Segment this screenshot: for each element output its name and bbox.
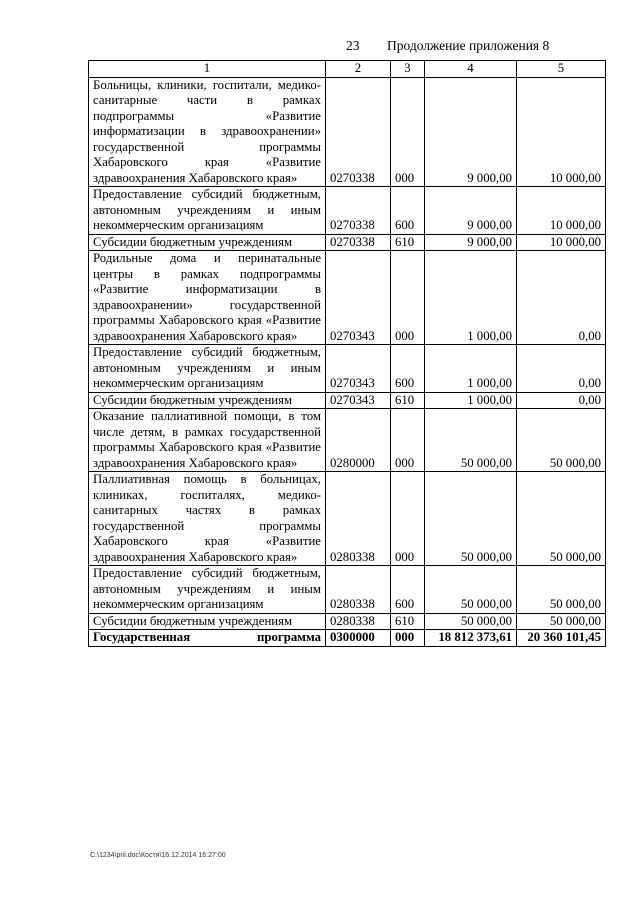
row-sum-col4: 50 000,00 bbox=[425, 409, 517, 472]
column-header: 4 bbox=[425, 61, 517, 78]
row-name: Предоставление субсидий бюджетным, автономным учреждениям и иным некоммерческим организациям bbox=[89, 345, 326, 393]
table-row bbox=[89, 345, 606, 393]
continuation-title: Продолжение приложения 8 bbox=[387, 38, 550, 53]
table-row-total bbox=[89, 630, 606, 647]
row-expense-type: 610 bbox=[391, 392, 425, 409]
row-sum-col5: 0,00 bbox=[517, 345, 606, 393]
row-sum-col4: 50 000,00 bbox=[425, 566, 517, 614]
row-name: Предоставление субсидий бюджетным, автономным учреждениям и иным некоммерческим организациям bbox=[89, 187, 326, 235]
row-target-code: 0280338 bbox=[326, 472, 391, 566]
row-expense-type: 000 bbox=[391, 77, 425, 187]
row-target-code: 0280338 bbox=[326, 613, 391, 630]
row-target-code: 0300000 bbox=[326, 630, 391, 647]
row-sum-col4: 9 000,00 bbox=[425, 234, 517, 251]
table-row bbox=[89, 77, 606, 187]
row-sum-col5: 50 000,00 bbox=[517, 409, 606, 472]
footer-file-path: C:\1234\pril.doc\Костя\16.12.2014 16:27:00 bbox=[90, 852, 226, 859]
table-row bbox=[89, 234, 606, 251]
row-name: Родильные дома и перинатальные центры в рамках подпрограммы «Развитие информатизации в здравоохранении» государственной программы Хабаровского края «Развитие здравоохранения Хабаровского края» bbox=[89, 251, 326, 345]
row-target-code: 0270338 bbox=[326, 77, 391, 187]
row-sum-col5: 0,00 bbox=[517, 392, 606, 409]
row-name: Предоставление субсидий бюджетным, автономным учреждениям и иным некоммерческим организациям bbox=[89, 566, 326, 614]
row-target-code: 0270338 bbox=[326, 187, 391, 235]
table-row bbox=[89, 613, 606, 630]
row-sum-col5: 10 000,00 bbox=[517, 77, 606, 187]
row-expense-type: 000 bbox=[391, 409, 425, 472]
row-target-code: 0270343 bbox=[326, 345, 391, 393]
table-row bbox=[89, 392, 606, 409]
table-row bbox=[89, 472, 606, 566]
column-header: 1 bbox=[89, 61, 326, 78]
row-expense-type: 600 bbox=[391, 566, 425, 614]
column-header: 3 bbox=[391, 61, 425, 78]
row-target-code: 0270343 bbox=[326, 392, 391, 409]
row-name: Субсидии бюджетным учреждениям bbox=[89, 613, 326, 630]
row-target-code: 0270338 bbox=[326, 234, 391, 251]
row-sum-col4: 9 000,00 bbox=[425, 187, 517, 235]
row-sum-col5: 10 000,00 bbox=[517, 187, 606, 235]
row-expense-type: 610 bbox=[391, 613, 425, 630]
row-expense-type: 000 bbox=[391, 251, 425, 345]
row-sum-col4: 50 000,00 bbox=[425, 472, 517, 566]
row-name: Государственная программа bbox=[89, 630, 326, 647]
row-target-code: 0280338 bbox=[326, 566, 391, 614]
row-sum-col4: 18 812 373,61 bbox=[425, 630, 517, 647]
table-row bbox=[89, 566, 606, 614]
row-expense-type: 600 bbox=[391, 345, 425, 393]
row-sum-col4: 1 000,00 bbox=[425, 345, 517, 393]
row-sum-col5: 50 000,00 bbox=[517, 566, 606, 614]
row-target-code: 0270343 bbox=[326, 251, 391, 345]
row-target-code: 0280000 bbox=[326, 409, 391, 472]
table-row bbox=[89, 251, 606, 345]
column-header: 5 bbox=[517, 61, 606, 78]
row-sum-col5: 20 360 101,45 bbox=[517, 630, 606, 647]
row-expense-type: 000 bbox=[391, 472, 425, 566]
table-header-row bbox=[89, 61, 606, 78]
row-name: Субсидии бюджетным учреждениям bbox=[89, 234, 326, 251]
row-sum-col5: 50 000,00 bbox=[517, 472, 606, 566]
row-sum-col4: 1 000,00 bbox=[425, 392, 517, 409]
table-row bbox=[89, 409, 606, 472]
column-header: 2 bbox=[326, 61, 391, 78]
row-name: Паллиативная помощь в больницах, клиниках, госпиталях, медико-санитарных частях в рамках государственной программы Хабаровского края «Развитие здравоохранения Хабаровского края» bbox=[89, 472, 326, 566]
table-row bbox=[89, 187, 606, 235]
budget-table bbox=[88, 60, 606, 647]
row-expense-type: 600 bbox=[391, 187, 425, 235]
row-expense-type: 000 bbox=[391, 630, 425, 647]
row-sum-col4: 9 000,00 bbox=[425, 77, 517, 187]
row-sum-col5: 10 000,00 bbox=[517, 234, 606, 251]
row-name: Субсидии бюджетным учреждениям bbox=[89, 392, 326, 409]
row-sum-col5: 0,00 bbox=[517, 251, 606, 345]
row-name: Оказание паллиативной помощи, в том числе детям, в рамках государственной программы Хабаровского края «Развитие здравоохранения Хабаровского края» bbox=[89, 409, 326, 472]
page-number: 23 bbox=[346, 38, 360, 53]
row-sum-col4: 1 000,00 bbox=[425, 251, 517, 345]
row-sum-col4: 50 000,00 bbox=[425, 613, 517, 630]
row-expense-type: 610 bbox=[391, 234, 425, 251]
row-name: Больницы, клиники, госпитали, медико-санитарные части в рамках подпрограммы «Развитие информатизации в здравоохранении» государственной программы Хабаровского края «Развитие здравоохранения Хабаровского края» bbox=[89, 77, 326, 187]
page-header bbox=[0, 38, 640, 58]
row-sum-col5: 50 000,00 bbox=[517, 613, 606, 630]
